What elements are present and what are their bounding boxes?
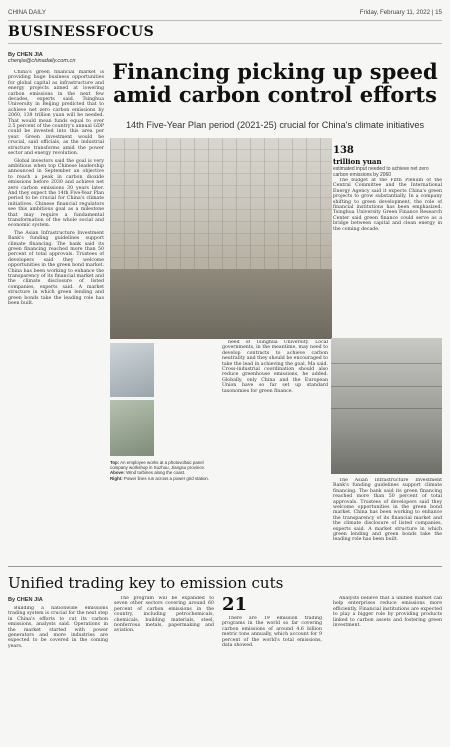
lead-headline: Financing picking up speed amid carbon control efforts xyxy=(112,59,438,107)
date-and-page: Friday, February 11, 2022 | 15 xyxy=(359,9,442,16)
second-bignum-value: 21 xyxy=(222,594,248,615)
lead-column-4 xyxy=(222,340,328,560)
stat-description: estimated input needed to achieve net zero carbon emissions by 2060 xyxy=(333,166,429,178)
second-column-2 xyxy=(114,596,214,744)
second-column-3 xyxy=(222,616,322,744)
second-column-2-text: The program will be expanded to seven other sectors covering around 60 percent of carbon emissions in the country, including petrochemicals, chemicals, building materials, steel, nonferrous metals, papermaking and aviation. xyxy=(114,596,214,634)
coast-photo xyxy=(110,400,154,456)
second-column-4 xyxy=(333,596,442,744)
caption-above: Above: Wind turbines along the coast. xyxy=(110,470,186,476)
section-rule xyxy=(8,43,442,44)
stat-value: 138 xyxy=(333,145,354,156)
second-column-4-text: Analysts believe that a unified market can help enterprises reduce emissions more efficiently. Financial institutions are expected to play a bigger role by providing products linked to carbon assets and fostering green investment. xyxy=(333,596,442,629)
lead-byline xyxy=(8,52,75,64)
caption-top: Top: An employee works at a photovoltaic panel company workshop in Suzhou, Jiangsu province. xyxy=(110,460,206,471)
second-column-1 xyxy=(8,606,108,744)
masthead xyxy=(8,6,442,20)
lead-column-2-text: Global investors said the goal is very ambitious when top Chinese leadership announced in September an objective to reach a peak in carbon dioxide emissions before 2030 and achieve net zero carbon emissions 30 years later. And they expect the 14th Five-Year Plan period to be crucial for China's climate initiatives. Chinese financial regulators see this ambitious goal as a milestone that may require a fundamental transformation of the whole social and economic system. xyxy=(8,158,104,229)
story-divider xyxy=(8,566,442,567)
lead-byline-email: chenjia@chinadaily.com.cn xyxy=(8,58,76,64)
lead-subhead: 14th Five-Year Plan period (2021-25) crucial for China's climate initiatives xyxy=(125,120,425,130)
lead-column-4-text: need of Tsinghua University. Local governments, in the meantime, may need to develop contracts to achieve carbon neutrality and they should be encouraged to take the lead in achieving the goal, Ma said. Cross-industrial coordination should also reduce greenhouse emissions, he added. Globally, only China and the European Union have so far set up standard taxonomies for green finance. xyxy=(222,340,328,394)
factory-floor xyxy=(110,269,332,339)
lead-column-5-text: The budget at the Fifth Plenum of the Central Committee and the International Energy Agency said it expects China's green projects to grow substantially. In a company shifting to green development, the role of financial institutions has been emphasized. Tsinghua University Green Finance Research Center said green finance could serve as a bridge between capital and clean energy in the coming decade. xyxy=(333,178,442,232)
lead-column-1-text: China's green financial market is providing huge business opportunities for global capital as infrastructure and energy projects aimed at lowering carbon emissions in the next few decades, experts said. Tsinghua University in Beijing predicted that to achieve net zero carbon emissions by 2060, 138 trillion yuan will be needed. That would mean funds equal to over 2.5 percent of the country's annual GDP could be invested into this area per year. Green investment would be crucial, said officials, as the industrial structure transforms amid the power sector and energy revolution. xyxy=(8,70,104,157)
lead-column-6 xyxy=(333,478,442,560)
second-byline: By CHEN JIA xyxy=(8,597,43,603)
lead-byline-name: By CHEN JIA xyxy=(8,52,43,58)
stat-unit: trillion yuan xyxy=(333,157,382,166)
photo-captions xyxy=(110,460,220,560)
power-line xyxy=(331,408,442,409)
lead-column-1 xyxy=(8,70,104,560)
lead-column-6-text: The Asian Infrastructure Investment Bank's funding guidelines support climate financing. The bank said its green financing reached more than 50 percent of total approvals. Trustees of developers said they welcome opportunities in the green bond market. China has been working to enhance the transparency of its financial market and the climate disclosure of listed companies, experts said. A market structure in which green lending and green bonds take the leading role has been built. xyxy=(333,478,442,543)
caption-right: Right: Power lines run across a power grid station. xyxy=(110,475,210,481)
lead-column-3-text: The Asian Infrastructure Investment Bank's funding guidelines support climate financing. The bank said its green financing reached more than 50 percent of total approvals. Trustees of developers said they welcome opportunities in the green bond market. China has been working to enhance the transparency of its financial market and the climate disclosure of listed companies, experts said. A market structure in which green lending and green bonds take the leading role has been built. xyxy=(8,230,104,307)
second-column-3-text: There are 19 emission trading programs in the world so far covering carbon emissions of around 4.6 billion metric tons annually, which account for 9 percent of the world's total emissions, data showed. xyxy=(222,616,322,649)
second-bignum xyxy=(222,594,252,615)
power-line xyxy=(331,363,442,364)
second-column-1-text: Building a nationwide emissions trading system is crucial for the next step in China's efforts to cut its carbon emissions, analysts said. Operations in the market started with power generators and more industries are expected to be covered in the coming years. xyxy=(8,606,108,649)
masthead-rule xyxy=(8,20,442,21)
power-grid-photo xyxy=(331,338,442,474)
stat-box xyxy=(333,138,441,178)
section-title: BUSINESSFOCUS xyxy=(8,24,155,40)
lead-column-5 xyxy=(333,178,442,338)
second-headline: Unified trading key to emission cuts xyxy=(8,574,284,592)
power-line xyxy=(331,386,442,387)
factory-photo xyxy=(110,138,332,339)
newspaper-name: CHINA DAILY xyxy=(8,9,47,16)
turbine-photo xyxy=(110,343,154,397)
